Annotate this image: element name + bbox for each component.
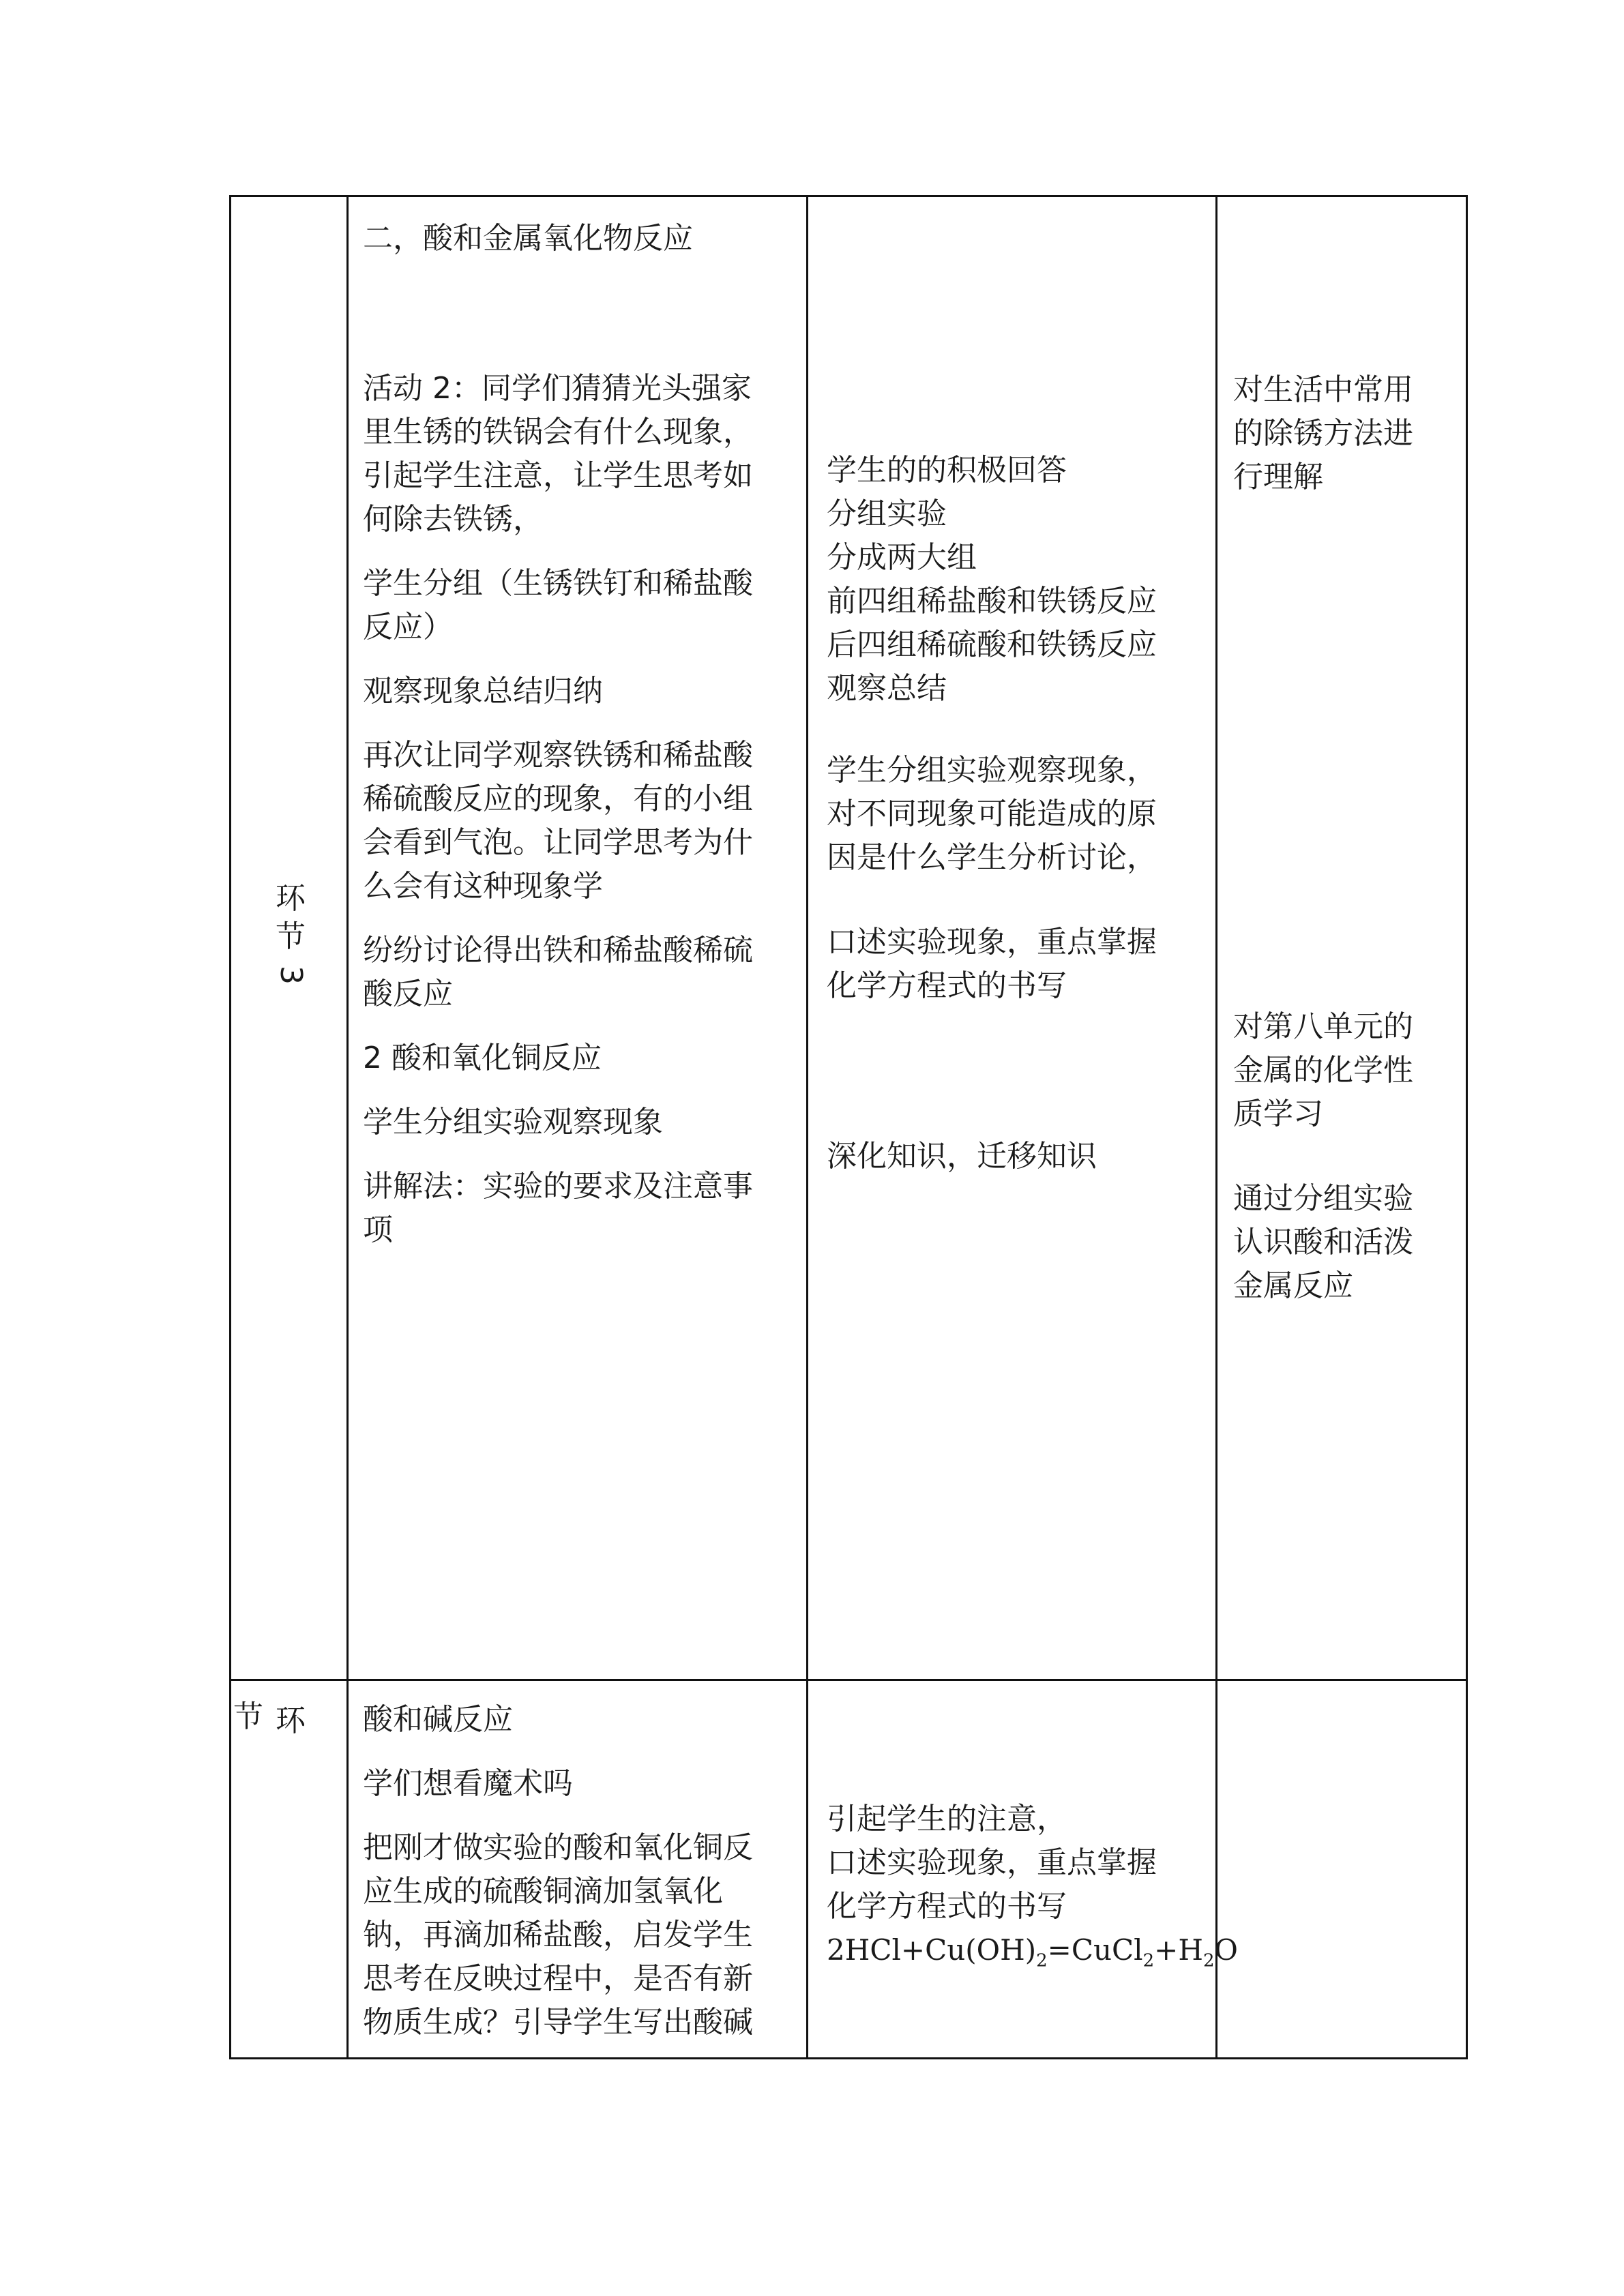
group-paragraph: 学生分组（生锈铁钉和稀盐酸 反应）	[363, 566, 753, 644]
cuo-paragraph: 2 酸和氧化铜反应	[363, 1041, 602, 1075]
row1-label-char: 3	[274, 966, 308, 985]
col-border-1	[229, 195, 231, 2059]
row2-body: 把刚才做实验的酸和氧化铜反 应生成的硫酸铜滴加氢氧化 钠，再滴加稀盐酸，启发学生 思考在反映过程中，是否有新 物质生成？引导学生写出酸碱	[363, 1830, 753, 2040]
row2-student-block: 引起学生的注意， 口述实验现象，重点掌握 化学方程式的书写 $2HCl+Cu(OH)_2=CuCl_2+H_2O$	[827, 1802, 1238, 1971]
row2-teacher-activities	[363, 1698, 799, 2044]
again-paragraph: 再次让同学观察铁锈和稀盐酸 稀硫酸反应的现象，有的小组 会看到气泡。让同学思考为什 么会有这种现象学	[363, 738, 753, 904]
row2-label-right: 环	[276, 1703, 306, 1738]
col-border-3	[806, 195, 808, 2059]
row1-teacher-activities	[363, 367, 799, 1252]
chemical-equation: $2HCl+Cu(OH)_2=CuCl_2+H_2O$	[827, 1933, 1238, 1971]
row1-student-block3: 口述实验现象，重点掌握 化学方程式的书写	[827, 925, 1157, 1003]
row1-student-block4: 深化知识，迁移知识	[827, 1139, 1097, 1174]
explain-paragraph: 讲解法：实验的要求及注意事 项	[363, 1169, 753, 1247]
activity-paragraph: 活动 2：同学们猜猜光头强家 里生锈的铁锅会有什么现象， 引起学生注意，让学生思考如 何除去铁锈，	[363, 371, 753, 537]
discuss-paragraph: 纷纷讨论得出铁和稀盐酸稀硫 酸反应	[363, 933, 753, 1011]
col-border-2	[346, 195, 349, 2059]
row1-label-char: 节	[276, 919, 306, 954]
table-top-border	[229, 195, 1468, 197]
observe-paragraph: 观察现象总结归纳	[363, 674, 603, 709]
row2-label-left: 节	[233, 1699, 263, 1734]
row1-section-label	[270, 880, 311, 994]
row2-magic: 学们想看魔术吗	[363, 1766, 573, 1801]
row1-intent-block2: 对第八单元的 金属的化学性 质学习	[1233, 1009, 1413, 1131]
row-divider	[229, 1679, 1468, 1681]
row1-student-block2: 学生分组实验观察现象， 对不同现象可能造成的原 因是什么学生分析讨论，	[827, 753, 1157, 875]
row1-intent-block1: 对生活中常用 的除锈方法进 行理解	[1233, 372, 1413, 494]
row1-intent-block3: 通过分组实验 认识酸和活泼 金属反应	[1233, 1181, 1413, 1303]
row1-label-char: 环	[276, 881, 306, 916]
row2-title: 酸和碱反应	[363, 1702, 513, 1737]
col-border-5	[1466, 195, 1468, 2059]
row1-heading: 二，酸和金属氧化物反应	[363, 221, 693, 256]
row1-student-block1: 学生的的积极回答 分组实验 分成两大组 前四组稀盐酸和铁锈反应 后四组稀硫酸和铁锈反应 观察总结	[827, 453, 1157, 706]
group2-paragraph: 学生分组实验观察现象	[363, 1105, 663, 1139]
table-bottom-border	[229, 2057, 1468, 2059]
